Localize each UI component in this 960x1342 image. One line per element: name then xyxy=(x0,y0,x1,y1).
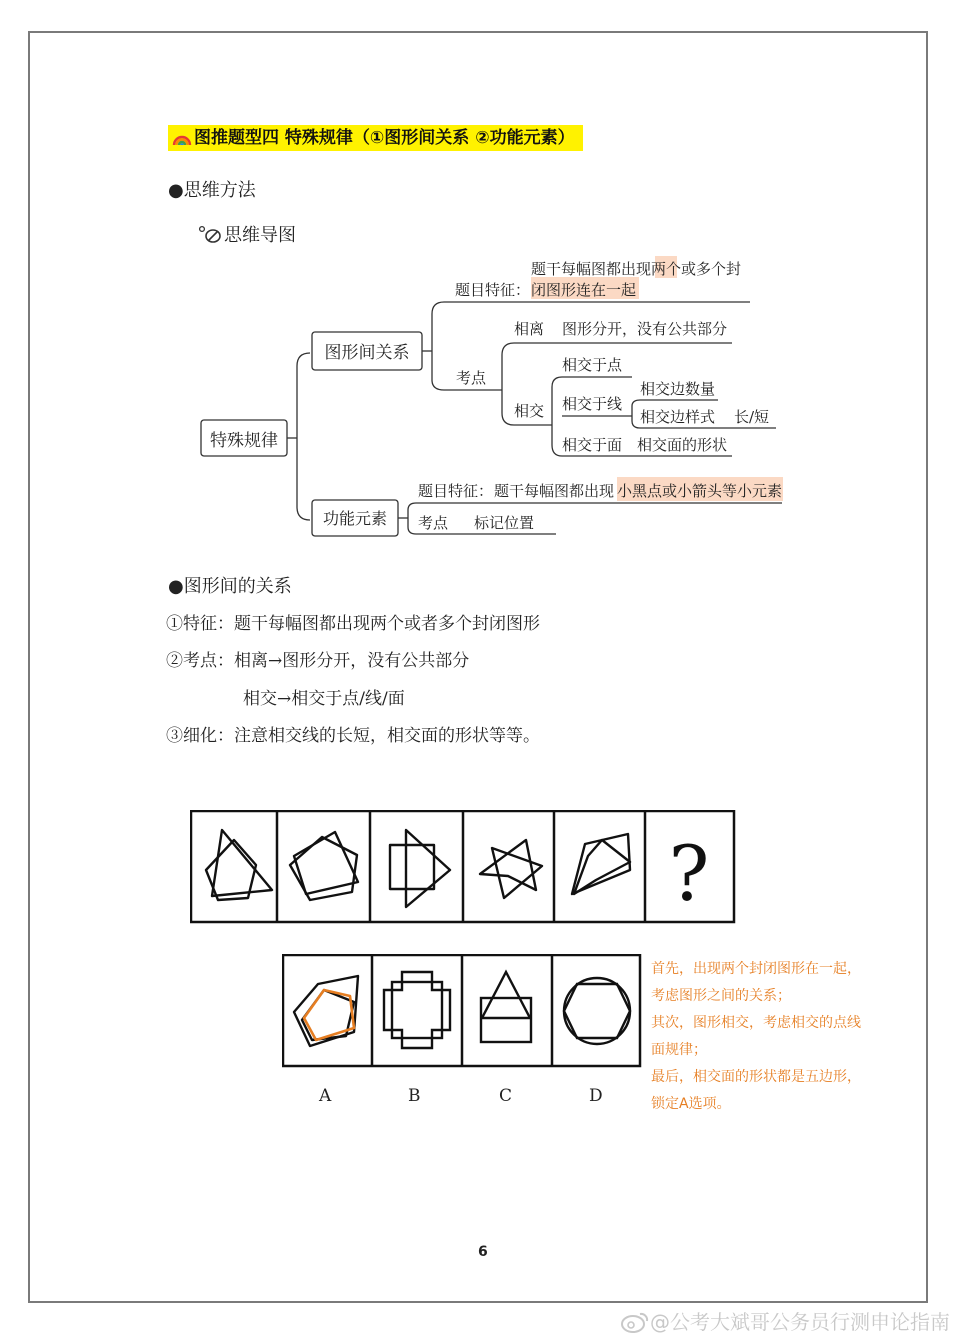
relation-line-1: ①特征：题干每幅图都出现两个或者多个封闭图形 xyxy=(166,614,540,634)
edge-style-label: 相交边样式 xyxy=(640,408,716,426)
option-c-label[interactable]: C xyxy=(499,1086,513,1106)
b1-kaodian: 考点 xyxy=(456,369,487,387)
option-c-figure[interactable] xyxy=(481,972,531,1042)
jiao-xian-label: 相交于线 xyxy=(562,395,623,413)
option-a-label[interactable]: A xyxy=(319,1086,332,1106)
section-title-text: 图推题型四 特殊规律（①图形间关系 ②功能元素） xyxy=(194,128,575,148)
jiao-dian-label: 相交于点 xyxy=(562,356,623,374)
option-d-figure[interactable] xyxy=(564,978,630,1044)
puzzle-figure-1 xyxy=(206,830,272,900)
b2-feature-plain: 题干每幅图都出现 xyxy=(494,482,615,500)
relation-line-3: 相交→相交于点/线/面 xyxy=(243,689,405,709)
option-b-label[interactable]: B xyxy=(408,1086,421,1106)
branch1-node-label: 图形间关系 xyxy=(324,343,410,363)
option-b-figure[interactable] xyxy=(384,972,450,1048)
edge-style-value: 长/短 xyxy=(734,408,770,426)
option-d-label[interactable]: D xyxy=(589,1086,603,1106)
puzzle-figure-5 xyxy=(572,834,630,894)
b1-feature-line1: 题干每幅图都出现两个或多个封 xyxy=(531,260,742,278)
jiao-mian-label: 相交于面 xyxy=(562,436,623,454)
relation-line-4: ③细化：注意相交线的长短，相交面的形状等等。 xyxy=(166,726,540,746)
root-node-label: 特殊规律 xyxy=(210,431,278,451)
option-a-figure[interactable] xyxy=(294,976,358,1046)
b2-feature-prefix: 题目特征： xyxy=(418,482,494,500)
puzzle-question-row xyxy=(190,810,736,924)
watermark xyxy=(620,1306,950,1335)
mian-shape-label: 相交面的形状 xyxy=(637,436,728,454)
page-number: 6 xyxy=(478,1244,488,1260)
edge-count-label: 相交边数量 xyxy=(640,380,716,398)
question-mark: ? xyxy=(668,829,710,918)
puzzle-figure-3 xyxy=(390,830,450,907)
b1-feature-line2: 闭图形连在一起 xyxy=(531,281,637,299)
xiangjiao-label: 相交 xyxy=(514,402,545,420)
weibo-logo-icon xyxy=(620,1311,650,1333)
branch2-node-label: 功能元素 xyxy=(322,509,388,528)
xiangli-label: 相离 xyxy=(514,320,545,338)
mind-map-diagram xyxy=(0,0,960,560)
note-line-5: 最后，相交面的形状都是五边形， xyxy=(651,1069,861,1085)
b2-kaodian: 考点 xyxy=(418,514,449,532)
xiangli-desc: 图形分开，没有公共部分 xyxy=(562,320,728,338)
watermark-text: @公考大斌哥公务员行测申论指南 xyxy=(650,1310,950,1334)
note-line-6: 锁定A选项。 xyxy=(651,1096,731,1112)
b2-kaodian-desc: 标记位置 xyxy=(474,514,535,532)
b2-feature-highlight-text: 小黑点或小箭头等小元素 xyxy=(617,482,783,500)
b1-feature-prefix: 题目特征： xyxy=(455,281,531,299)
note-line-3: 其次，图形相交，考虑相交的点线 xyxy=(651,1015,861,1031)
puzzle-figure-4 xyxy=(480,840,542,898)
mind-map-label-text: 思维导图 xyxy=(224,225,296,246)
explanation-notes xyxy=(651,956,861,1118)
note-line-4: 面规律； xyxy=(651,1042,707,1058)
thinking-method-heading: ●思维方法 xyxy=(168,180,256,201)
note-line-2: 考虑图形之间的关系； xyxy=(651,988,791,1004)
puzzle-figure-2 xyxy=(290,832,358,900)
relation-line-2: ②考点：相离→图形分开，没有公共部分 xyxy=(166,651,470,671)
note-line-1: 首先，出现两个封闭图形在一起， xyxy=(651,961,861,977)
relations-heading: ●图形间的关系 xyxy=(168,576,292,597)
puzzle-options-row xyxy=(282,954,642,1068)
